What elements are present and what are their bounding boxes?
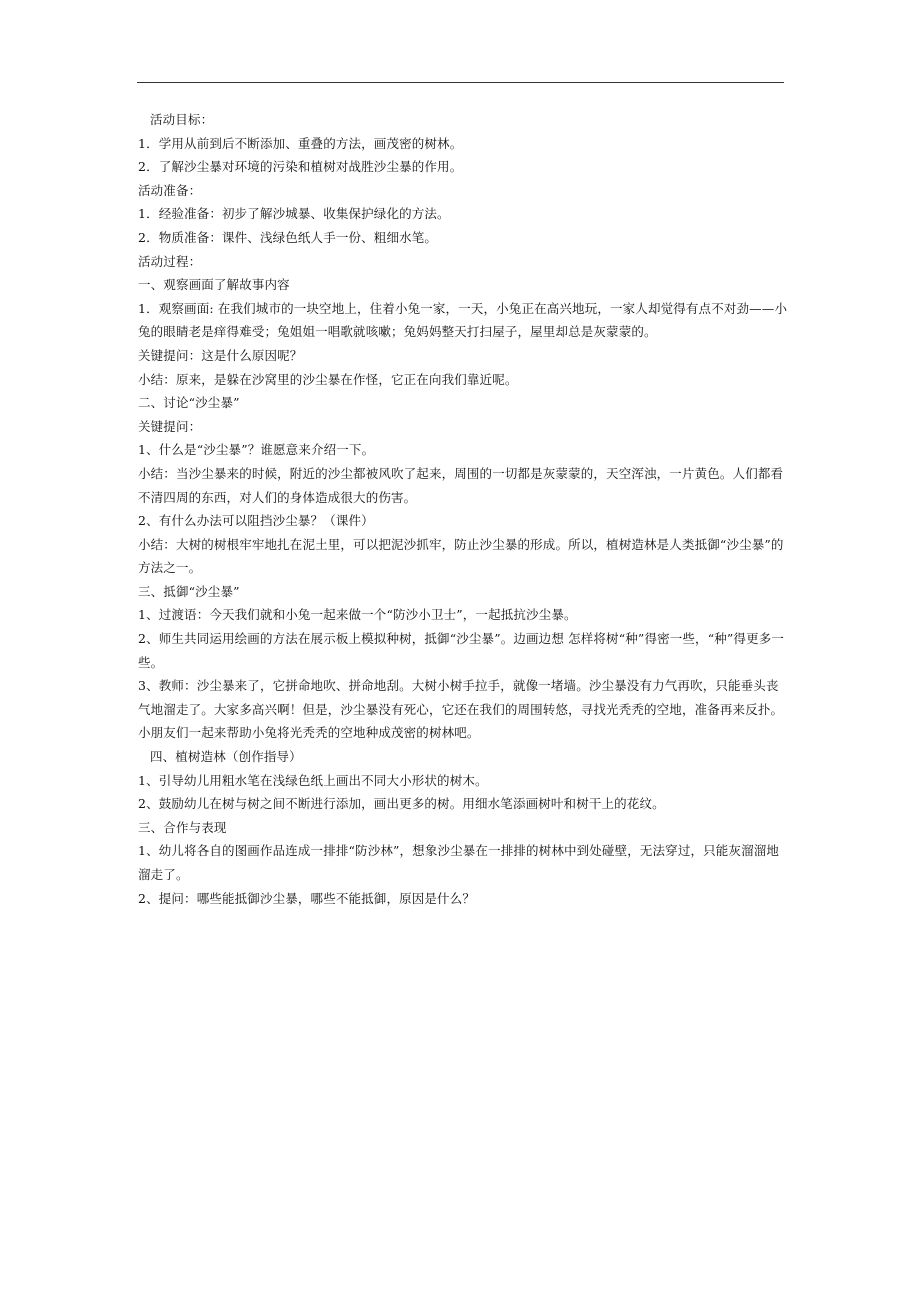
process-step-1-heading: 一、观察画面了解故事内容 xyxy=(138,277,290,293)
question-2-1: 1、什么是“沙尘暴”？谁愿意来介绍一下。 xyxy=(138,442,375,458)
step-4-item-1: 1、引导幼儿用粗水笔在浅绿色纸上画出不同大小形状的树木。 xyxy=(138,772,488,788)
preparation-item-1: 1．经验准备：初步了解沙城暴、收集保护绿化的方法。 xyxy=(138,206,450,222)
process-step-2-heading: 二、讨论“沙尘暴” xyxy=(138,395,240,411)
step-3-item-2: 2、师生共同运用绘画的方法在展示板上模拟种树，抵御“沙尘暴”。边画边想 怎样将树“种”得密一些，“种”得更多一些。 xyxy=(138,631,785,670)
section-heading-process: 活动过程： xyxy=(138,253,202,269)
document-body xyxy=(138,108,788,910)
goal-item-1: 1．学用从前到后不断添加、重叠的方法，画茂密的树林。 xyxy=(138,135,463,151)
header-rule xyxy=(137,82,784,83)
summary-1: 小结：原来，是躲在沙窝里的沙尘暴在作怪，它正在向我们靠近呢。 xyxy=(138,371,518,387)
step-4-item-2: 2、鼓励幼儿在树与树之间不断进行添加，画出更多的树。用细水笔添画树叶和树干上的花纹。 xyxy=(138,796,665,812)
process-step-1-paragraph: 1．观察画面: 在我们城市的一块空地上，住着小兔一家，一天，小兔正在高兴地玩，一家人却觉得有点不对劲——小兔的眼睛老是痒得难受；兔姐姐一唱歌就咳嗽；兔妈妈整天打扫屋子，屋里却总是灰蒙蒙的。 xyxy=(138,300,788,340)
key-question-2: 关键提问： xyxy=(138,418,202,434)
question-2-2: 2、有什么办法可以阻挡沙尘暴？（课件） xyxy=(138,513,374,529)
cooperation-heading: 三、合作与表现 xyxy=(138,819,227,835)
summary-2: 小结：当沙尘暴来的时候，附近的沙尘都被风吹了起来，周围的一切都是灰蒙蒙的，天空浑浊，一片黄色。人们都看不清四周的东西，对人们的身体造成很大的伤害。 xyxy=(138,465,784,505)
section-heading-preparation: 活动准备： xyxy=(138,182,202,198)
goal-item-2: 2．了解沙尘暴对环境的污染和植树对战胜沙尘暴的作用。 xyxy=(138,159,463,175)
cooperation-item-2: 2、提问：哪些能抵御沙尘暴，哪些不能抵御，原因是什么？ xyxy=(138,890,476,906)
step-3-item-3: 3、教师：沙尘暴来了，它拼命地吹、拼命地刮。大树小树手拉手，就像一堵墙。沙尘暴没有力气再吹，只能垂头丧气地溜走了。大家多高兴啊！但是，沙尘暴没有死心，它还在我们的周围转悠，寻找光秃秃的空地，准备再来反扑。小朋友们一起来帮助小兔将光秃秃的空地种成茂密的树林吧。 xyxy=(138,678,784,741)
process-step-3-heading: 三、抵御“沙尘暴” xyxy=(138,583,240,599)
summary-3: 小结：大树的树根牢牢地扎在泥土里，可以把泥沙抓牢，防止沙尘暴的形成。所以，植树造林是人类抵御“沙尘暴”的方法之一。 xyxy=(138,536,784,576)
section-heading-goals: 活动目标： xyxy=(150,112,214,127)
step-3-item-1: 1、过渡语：今天我们就和小兔一起来做一个“防沙小卫士”，一起抵抗沙尘暴。 xyxy=(138,607,577,623)
process-step-4-heading: 四、植树造林（创作指导） xyxy=(150,749,302,765)
preparation-item-2: 2．物质准备：课件、浅绿色纸人手一份、粗细水笔。 xyxy=(138,229,438,245)
key-question-1: 关键提问：这是什么原因呢？ xyxy=(138,347,303,363)
cooperation-item-1: 1、幼儿将各自的图画作品连成一排排“防沙林”，想象沙尘暴在一排排的树林中到处碰壁，无法穿过，只能灰溜溜地溜走了。 xyxy=(138,843,780,882)
